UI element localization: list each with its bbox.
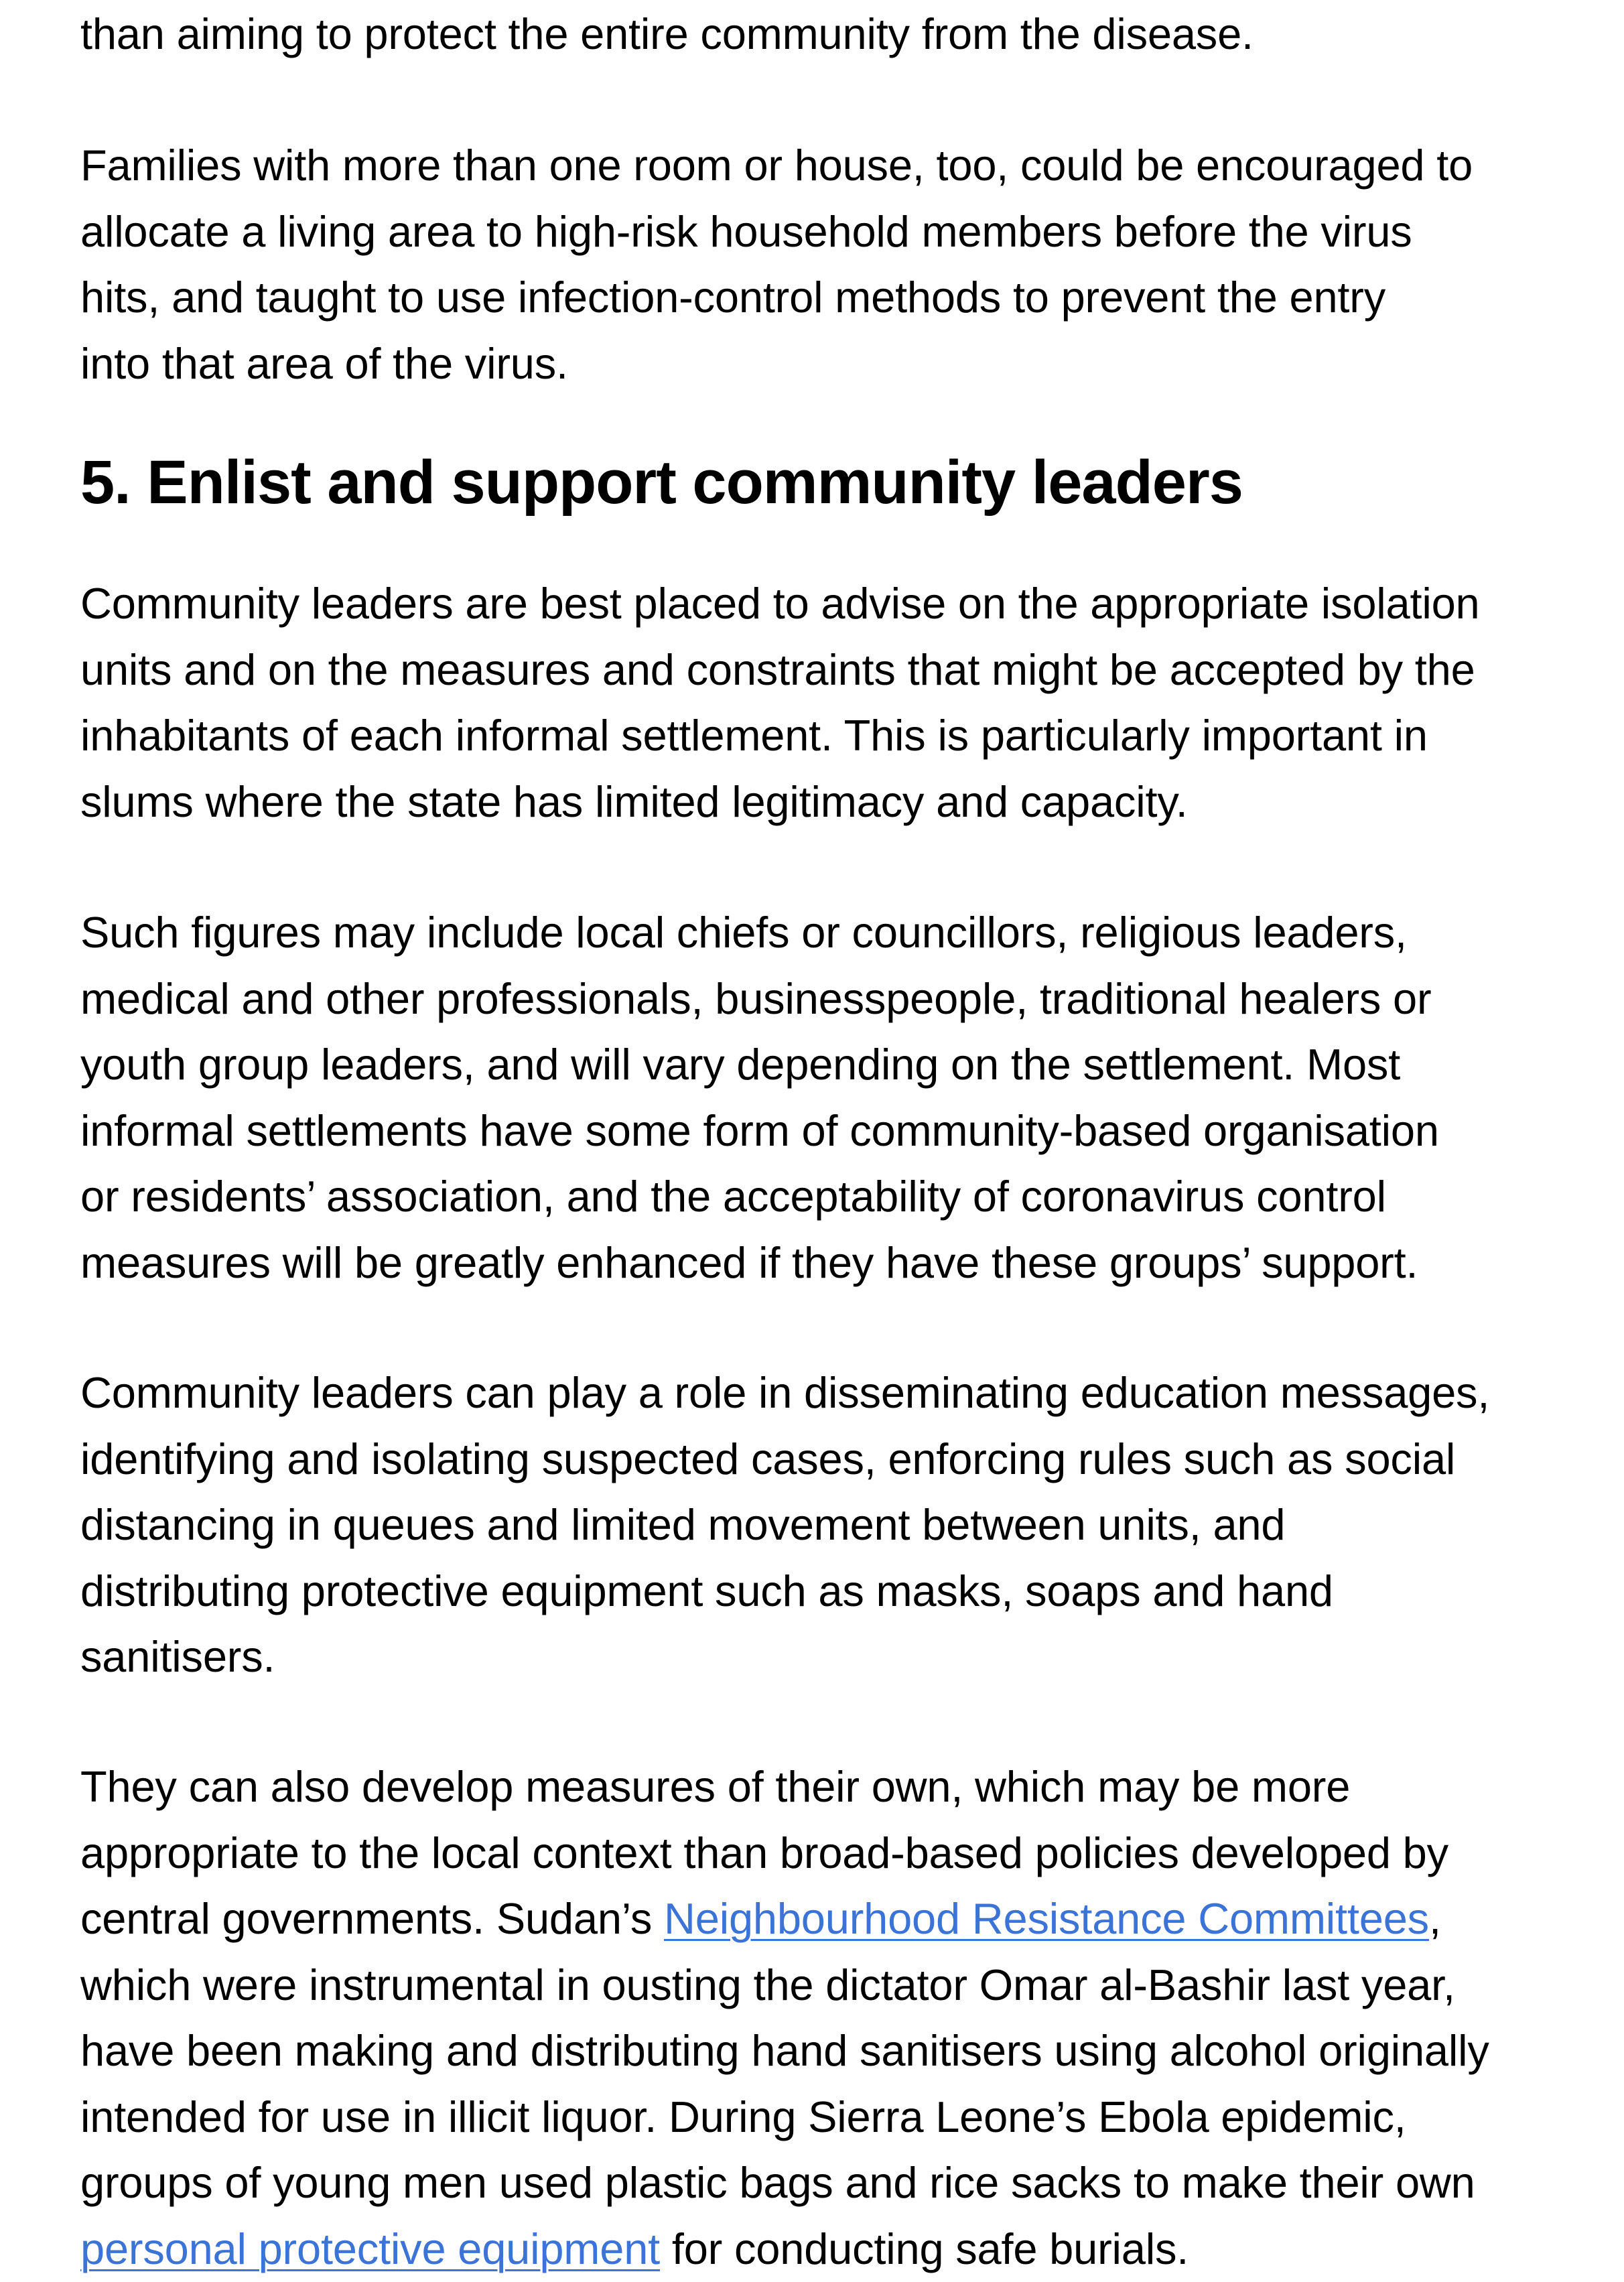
paragraph-intro-end — [80, 1, 1254, 68]
text-line: Such figures may include local chiefs or councillors, religious leaders, — [80, 900, 1439, 966]
text-line: They can also develop measures of their own, which may be more — [80, 1754, 1489, 1820]
text-line: have been making and distributing hand sanitisers using alcohol originally — [80, 2018, 1489, 2084]
text-line: informal settlements have some form of community-based organisation — [80, 1098, 1439, 1164]
text-line: medical and other professionals, businesspeople, traditional healers or — [80, 966, 1439, 1032]
text-line: distributing protective equipment such as masks, soaps and hand — [80, 1558, 1489, 1625]
text-line: sanitisers. — [80, 1624, 1489, 1690]
text-line: distancing in queues and limited movement between units, and — [80, 1492, 1489, 1558]
text-line: Families with more than one room or house, too, could be encouraged to — [80, 133, 1473, 199]
paragraph-community-leaders — [80, 571, 1479, 835]
paragraph-roles — [80, 1360, 1489, 1690]
text-segment: , — [1429, 1894, 1441, 1943]
text-line: measures will be greatly enhanced if they have these groups’ support. — [80, 1230, 1439, 1296]
section-heading: 5. Enlist and support community leaders — [80, 442, 1243, 523]
text-line: youth group leaders, and will vary depending on the settlement. Most — [80, 1032, 1439, 1098]
text-line: groups of young men used plastic bags and rice sacks to make their own — [80, 2150, 1489, 2216]
text-line: which were instrumental in ousting the dictator Omar al-Bashir last year, — [80, 1952, 1489, 2019]
text-line: slums where the state has limited legitimacy and capacity. — [80, 769, 1479, 835]
text-line: or residents’ association, and the acceptability of coronavirus control — [80, 1164, 1439, 1230]
personal-protective-equipment-link[interactable]: personal protective equipment — [80, 2224, 660, 2273]
text-line: than aiming to protect the entire community from the disease. — [80, 1, 1254, 68]
paragraph-own-measures — [80, 1754, 1489, 2282]
neighbourhood-resistance-committees-link[interactable]: Neighbourhood Resistance Committees — [664, 1894, 1429, 1943]
text-line: Community leaders can play a role in disseminating education messages, — [80, 1360, 1489, 1426]
text-line: units and on the measures and constraints that might be accepted by the — [80, 637, 1479, 703]
text-line: hits, and taught to use infection-control methods to prevent the entry — [80, 265, 1473, 331]
paragraph-families — [80, 133, 1473, 397]
text-line: inhabitants of each informal settlement. This is particularly important in — [80, 703, 1479, 769]
text-line: identifying and isolating suspected cases, enforcing rules such as social — [80, 1426, 1489, 1493]
text-line: into that area of the virus. — [80, 331, 1473, 397]
text-line: intended for use in illicit liquor. During Sierra Leone’s Ebola epidemic, — [80, 2084, 1489, 2151]
text-line — [80, 1886, 1489, 1952]
text-segment: for conducting safe burials. — [660, 2224, 1189, 2273]
paragraph-such-figures — [80, 900, 1439, 1296]
text-line: appropriate to the local context than broad-based policies developed by — [80, 1820, 1489, 1887]
text-segment: central governments. Sudan’s — [80, 1894, 664, 1943]
text-line — [80, 2216, 1489, 2282]
text-line: allocate a living area to high-risk household members before the virus — [80, 199, 1473, 265]
text-line: Community leaders are best placed to advise on the appropriate isolation — [80, 571, 1479, 637]
